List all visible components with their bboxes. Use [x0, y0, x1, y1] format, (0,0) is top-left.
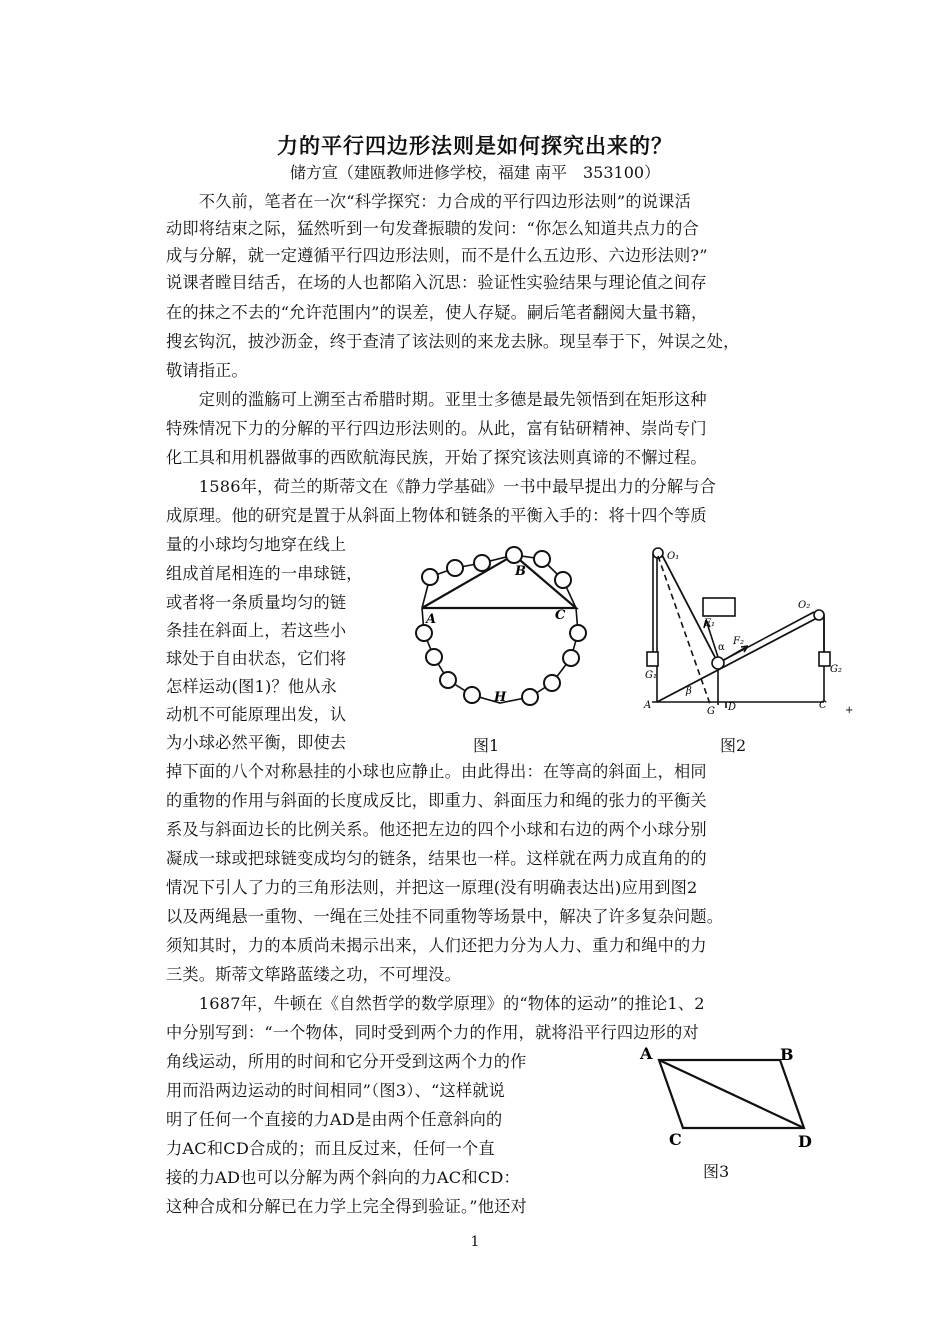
fig2-label-f2: F₂: [733, 636, 744, 647]
text-line: 成原理。他的研究是置于从斜面上物体和链条的平衡入手的：将十四个等质: [166, 506, 707, 525]
fig2-label-a: A: [644, 700, 652, 711]
fig2-label-g2: G₂: [830, 664, 842, 675]
text-line: 组成首尾相连的一串球链，: [166, 564, 363, 583]
text-line: 定则的滥觞可上溯至古希腊时期。亚里士多德是最先领悟到在矩形这种: [166, 390, 707, 409]
text-line: 情况下引人了力的三角形法则，并把这一原理(没有明确表达出)应用到图2: [166, 878, 698, 897]
fig2-label-o1: O₁: [667, 551, 680, 562]
fig2-label-alpha: α: [718, 642, 725, 653]
text-line: 或者将一条质量均匀的链: [166, 593, 347, 612]
figure-2-incline-pulleys: [640, 540, 860, 720]
text-line: 搜玄钩沉，披沙沥金，终于查清了该法则的来龙去脉。现呈奉于下，舛误之处，: [166, 332, 740, 351]
fig2-label-o2: O₂: [798, 600, 811, 611]
text-line: 1687年，牛顿在《自然哲学的数学原理》的“物体的运动”的推论1、2: [166, 994, 705, 1013]
fig3-label-a: A: [640, 1044, 653, 1063]
text-line: 角线运动，所用的时间和它分开受到这两个力的作: [166, 1052, 527, 1071]
fig3-label-d: D: [798, 1132, 812, 1151]
text-line: 敬请指正。: [166, 361, 248, 380]
text-line: 球处于自由状态，它们将: [166, 649, 347, 668]
figure-1-caption: 图1: [473, 736, 500, 755]
text-line: 用而沿两边运动的时间相同”（图3）、“这样就说: [166, 1081, 505, 1100]
text-line: 三类。斯蒂文筚路蓝缕之功，不可埋没。: [166, 965, 461, 984]
text-line: 1586年，荷兰的斯蒂文在《静力学基础》一书中最早提出力的分解与合: [166, 477, 717, 496]
text-line: 明了任何一个直接的力AD是由两个任意斜向的: [166, 1110, 503, 1129]
fig2-label-g: G: [707, 706, 715, 717]
text-line: 动机不可能原理出发，认: [166, 705, 347, 724]
author-line: 储方宣（建瓯教师进修学校，福建 南平 353100）: [289, 163, 661, 182]
text-line: 系及与斜面边长的比例关系。他还把左边的四个小球和右边的两个小球分别: [166, 820, 707, 839]
text-line: 怎样运动(图1)？他从永: [166, 677, 338, 696]
text-line: 为小球必然平衡，即使去: [166, 733, 347, 752]
text-line: 接的力AD也可以分解为两个斜向的力AC和CD：: [166, 1168, 520, 1187]
text-line: 的重物的作用与斜面的长度成反比，即重力、斜面压力和绳的张力的平衡关: [166, 791, 707, 810]
page-number: 1: [470, 1234, 480, 1250]
text-line: 化工具和用机器做事的西欧航海民族，开始了探究该法则真谛的不懈过程。: [166, 448, 707, 467]
fig2-label-f1: F₁: [704, 618, 715, 629]
fig1-label-c: C: [555, 608, 566, 623]
figure-3-caption: 图3: [703, 1162, 730, 1181]
page-title: 力的平行四边形法则是如何探究出来的？: [277, 133, 673, 158]
fig1-label-b: B: [515, 564, 526, 579]
text-line: 量的小球均匀地穿在线上: [166, 535, 347, 554]
text-line: 掉下面的八个对称悬挂的小球也应静止。由此得出：在等高的斜面上，相同: [166, 762, 707, 781]
fig2-label-d: D: [728, 702, 737, 713]
text-line: 力AC和CD合成的；而且反过来，任何一个直: [166, 1139, 495, 1158]
text-line: 条挂在斜面上，若这些小: [166, 621, 347, 640]
fig1-label-a: A: [426, 612, 437, 627]
figure-2-caption: 图2: [720, 736, 747, 755]
figure-1-ball-chain: [400, 535, 600, 725]
fig2-label-c: C: [819, 700, 827, 711]
text-line: 须知其时，力的本质尚未揭示出来，人们还把力分为人力、重力和绳中的力: [166, 936, 707, 955]
fig1-label-h: H: [494, 690, 507, 705]
text-line: 在的抹之不去的“允许范围内”的误差，使人存疑。嗣后笔者翻阅大量书籍，: [166, 303, 708, 322]
fig3-label-c: C: [669, 1130, 682, 1149]
text-line: 动即将结束之际，猛然听到一句发聋振聩的发问：“你怎么知道共点力的合: [166, 219, 699, 238]
text-line: 不久前，笔者在一次“科学探究：力合成的平行四边形法则”的说课活: [166, 192, 691, 211]
text-line: 凝成一球或把球链变成均匀的链条，结果也一样。这样就在两力成直角的的: [166, 849, 707, 868]
fig3-label-b: B: [780, 1045, 794, 1064]
fig2-label-plus: +: [845, 705, 854, 716]
figure-3-parallelogram: [632, 1040, 832, 1160]
text-line: 中分别写到：“一个物体，同时受到两个力的作用，就将沿平行四边形的对: [166, 1023, 699, 1042]
text-line: 成与分解，就一定遵循平行四边形法则，而不是什么五边形、六边形法则?”: [166, 246, 708, 265]
fig2-label-beta: β: [686, 686, 692, 697]
fig2-label-g1: G₁: [645, 670, 657, 681]
text-line: 说课者瞠目结舌，在场的人也都陷入沉思：验证性实验结果与理论值之间存: [166, 273, 707, 292]
text-line: 以及两绳悬一重物、一绳在三处挂不同重物等场景中，解决了许多复杂问题。: [166, 907, 724, 926]
text-line: 这种合成和分解已在力学上完全得到验证。”他还对: [166, 1197, 527, 1216]
text-line: 特殊情况下力的分解的平行四边形法则的。从此，富有钻研精神、崇尚专门: [166, 419, 707, 438]
